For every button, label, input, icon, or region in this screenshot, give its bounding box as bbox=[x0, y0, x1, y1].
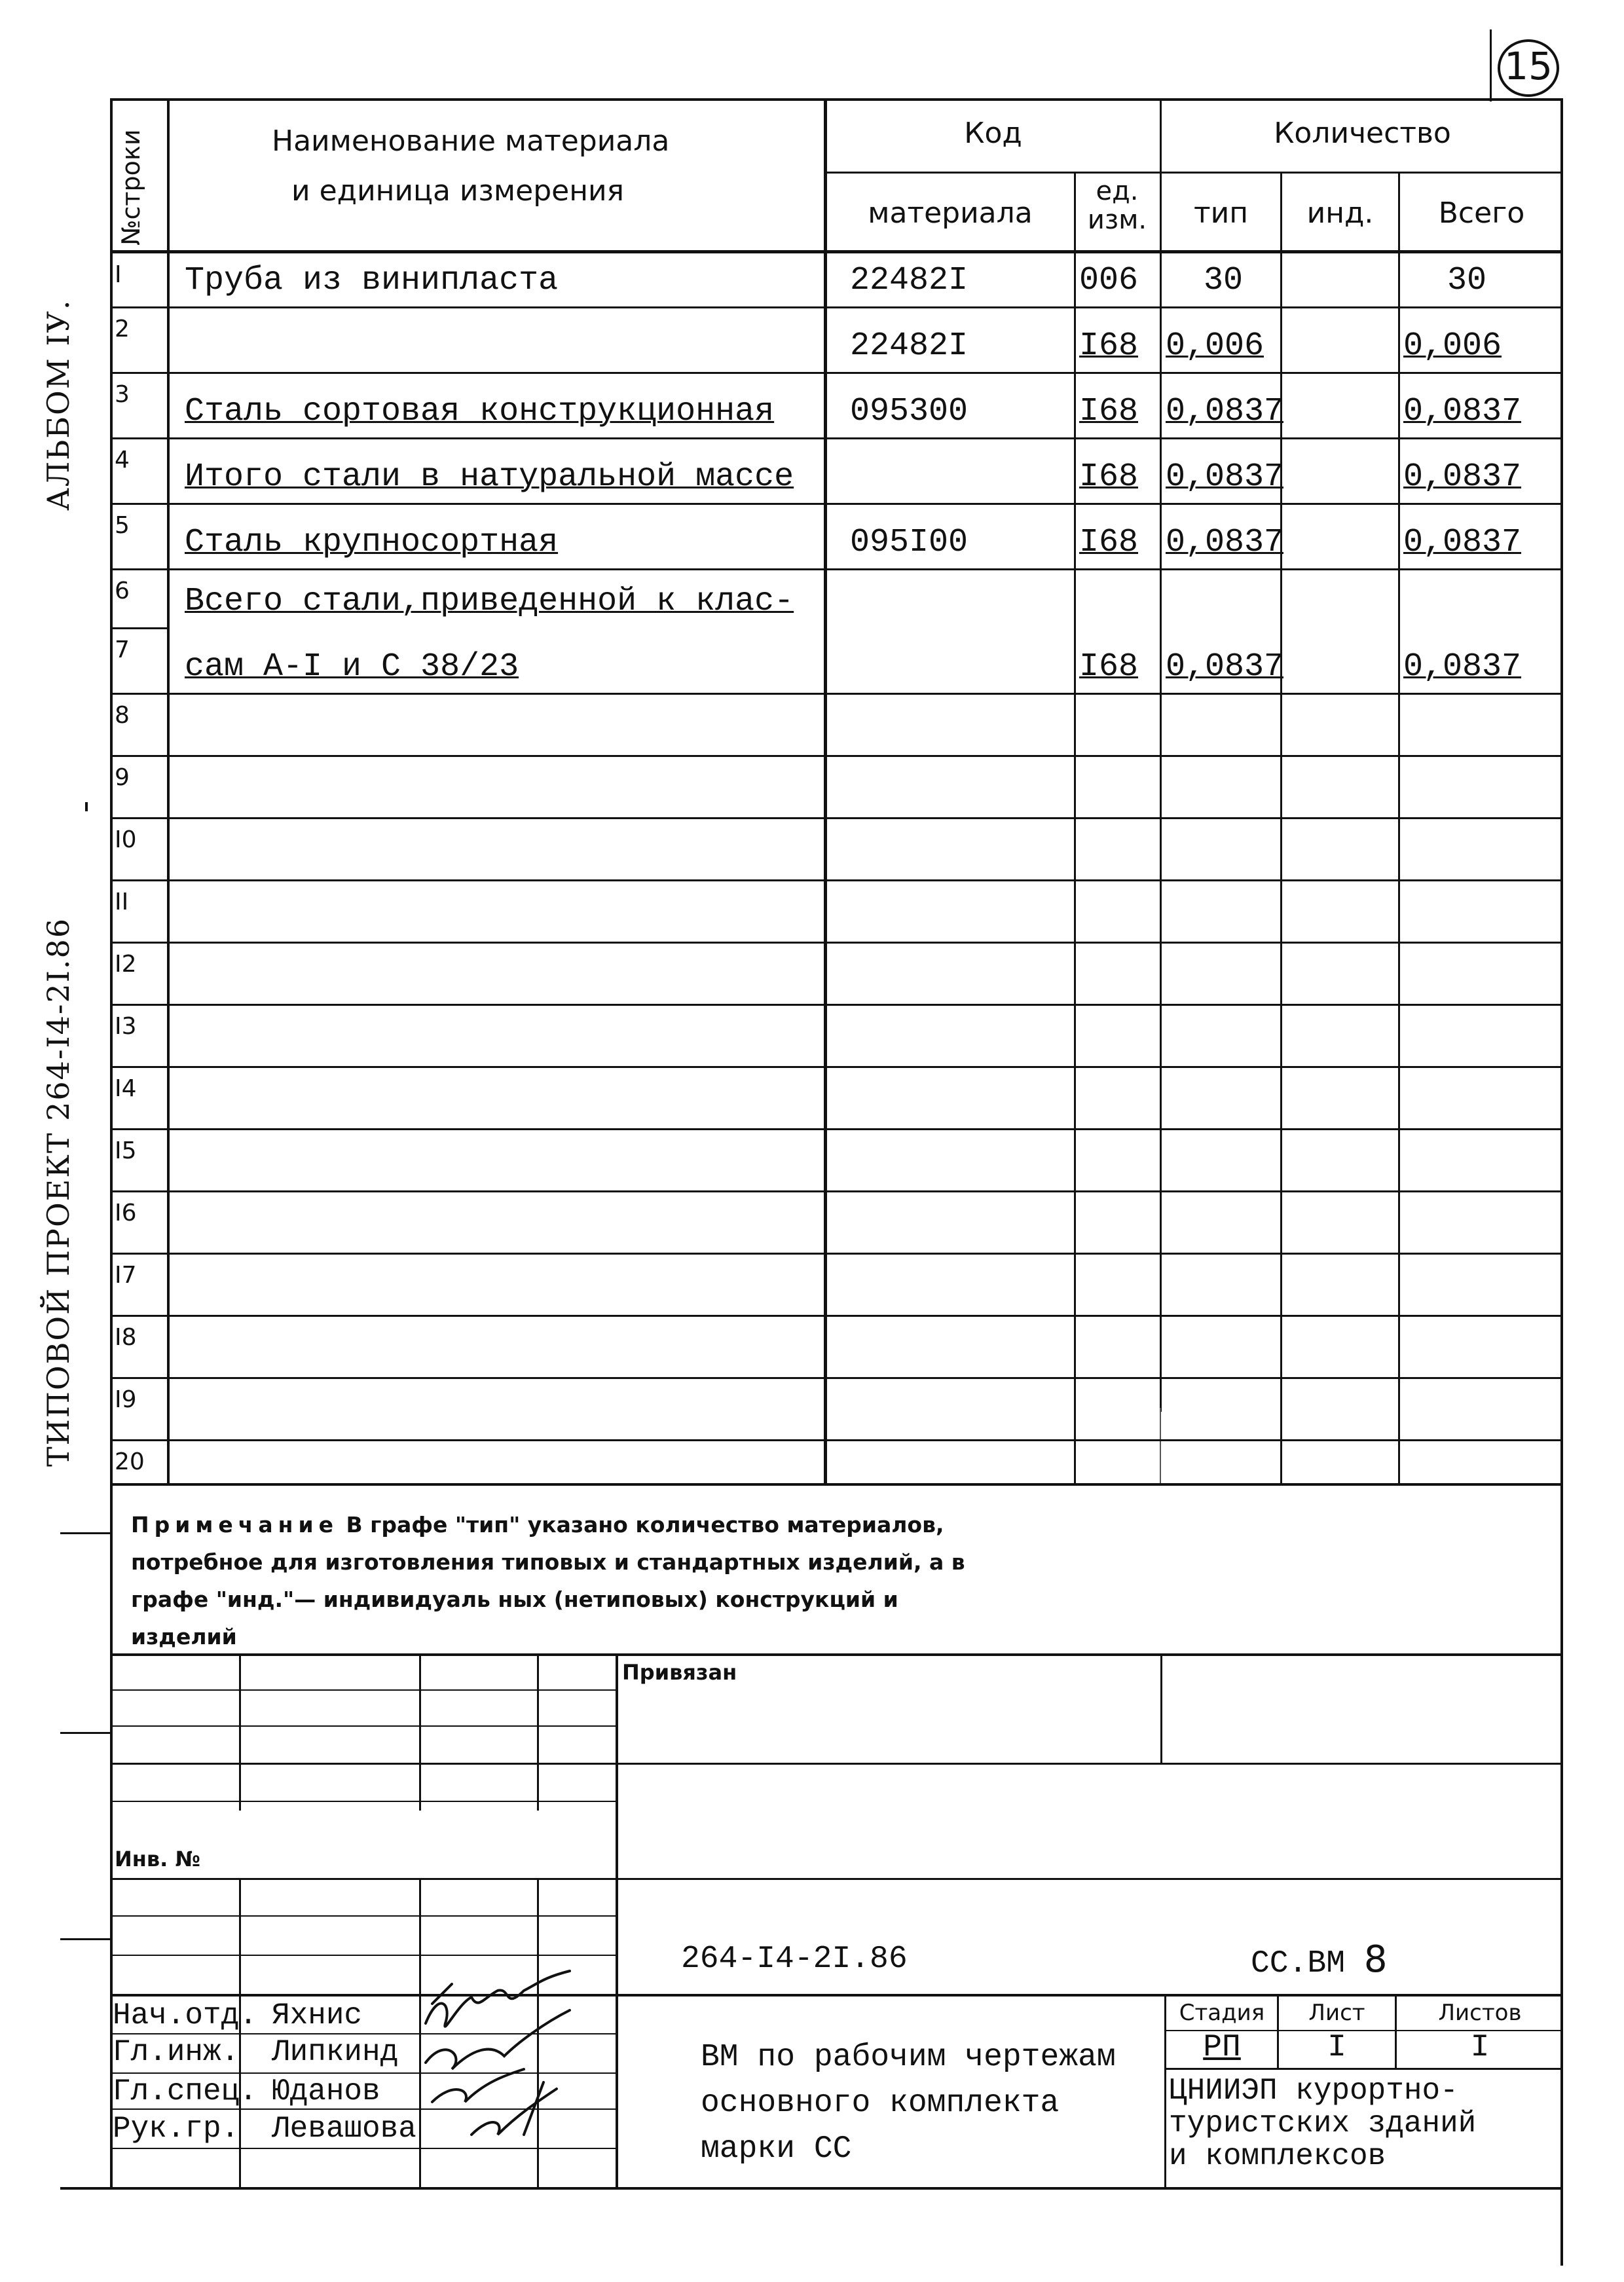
stage-label: Стадия bbox=[1179, 2000, 1265, 2026]
doc-title-line2: основного комплекта bbox=[701, 2086, 1060, 2121]
header-row-no: №строки bbox=[117, 129, 145, 246]
org-line2: туристских зданий bbox=[1169, 2107, 1477, 2141]
stage-value: РП bbox=[1203, 2030, 1241, 2065]
row-number: I9 bbox=[115, 1386, 137, 1413]
header-code-unit: ед. изм. bbox=[1087, 176, 1147, 235]
table-row bbox=[0, 943, 1624, 1005]
cell-total: 0,0837 bbox=[1403, 393, 1522, 430]
cell-name: Сталь сортовая конструкционная bbox=[185, 393, 775, 430]
cell-unit: I68 bbox=[1079, 327, 1139, 365]
table-row bbox=[0, 881, 1624, 943]
header-quantity: Количество bbox=[1274, 117, 1451, 150]
doc-mark-text: СС.ВМ bbox=[1251, 1946, 1346, 1981]
signer-1-role: Нач.отд. bbox=[113, 1998, 257, 2033]
row-number: I bbox=[115, 261, 122, 288]
row-number: I6 bbox=[115, 1200, 137, 1226]
row-number: 3 bbox=[115, 381, 130, 408]
sheet-value: I bbox=[1327, 2030, 1346, 2065]
cell-type: 30 bbox=[1204, 262, 1244, 299]
row-number: I8 bbox=[115, 1324, 137, 1351]
doc-mark-number: 8 bbox=[1363, 1938, 1388, 1981]
sheet-label: Лист bbox=[1308, 2000, 1365, 2026]
row-number: 5 bbox=[115, 512, 130, 539]
note-text: В графе "тип" указано количество материалов, потребное для изготовления типовых и стандартных изделий, а в графе "инд."— индивидуаль ных (нетиповых) конструкций и изделий bbox=[131, 1512, 965, 1649]
cell-name: Сталь крупносортная bbox=[185, 524, 559, 561]
row-number: I3 bbox=[115, 1013, 137, 1040]
table-row bbox=[0, 504, 1624, 570]
cell-unit: 006 bbox=[1079, 262, 1139, 299]
sheets-label: Листов bbox=[1438, 2000, 1522, 2026]
cell-total: 0,0837 bbox=[1403, 458, 1522, 496]
row-number: 6 bbox=[115, 578, 130, 604]
doc-title-line1: ВМ по рабочим чертежам bbox=[701, 2040, 1116, 2075]
table-row bbox=[0, 1005, 1624, 1067]
cell-total: 30 bbox=[1447, 262, 1487, 299]
cell-code: 095I00 bbox=[850, 524, 969, 561]
signer-3-name: Юданов bbox=[272, 2074, 380, 2108]
row-number: I5 bbox=[115, 1137, 137, 1164]
table-row bbox=[0, 439, 1624, 504]
row-number: I2 bbox=[115, 951, 137, 978]
signer-3-role: Гл.спец. bbox=[113, 2074, 257, 2108]
table-row bbox=[0, 1316, 1624, 1378]
table-row bbox=[0, 1254, 1624, 1316]
inv-no-label: Инв. № bbox=[115, 1847, 200, 1871]
table-row bbox=[0, 1378, 1624, 1441]
row-number: 2 bbox=[115, 316, 130, 342]
cell-name: Всего стали,приведенной к клас- bbox=[185, 583, 794, 620]
row-number: 4 bbox=[115, 447, 130, 473]
header-qty-type: тип bbox=[1194, 196, 1248, 230]
cell-type: 0,0837 bbox=[1166, 393, 1284, 430]
table-row bbox=[0, 819, 1624, 881]
table-row bbox=[0, 373, 1624, 439]
row-number: 8 bbox=[115, 702, 130, 729]
signer-1-name: Яхнис bbox=[272, 1998, 363, 2033]
header-code: Код bbox=[964, 117, 1022, 150]
cell-code: 095300 bbox=[850, 393, 969, 430]
side-project-text: ТИПОВОЙ ПРОЕКТ 264-I4-2I.86 bbox=[41, 917, 76, 1467]
cell-name: сам А-I и С 38/23 bbox=[185, 648, 519, 686]
row-number: I7 bbox=[115, 1262, 137, 1289]
sheets-value: I bbox=[1470, 2030, 1490, 2065]
cell-name: Труба из винипласта bbox=[185, 262, 559, 299]
cell-total: 0,0837 bbox=[1403, 648, 1522, 686]
row-number: I4 bbox=[115, 1075, 137, 1102]
cell-total: 0,0837 bbox=[1403, 524, 1522, 561]
row-number: I0 bbox=[115, 826, 137, 853]
cell-type: 0,0837 bbox=[1166, 524, 1284, 561]
signer-2-role: Гл.инж. bbox=[113, 2035, 240, 2069]
table-row bbox=[0, 1192, 1624, 1254]
cell-unit: I68 bbox=[1079, 648, 1139, 686]
table-row bbox=[0, 253, 1624, 308]
signer-4-role: Рук.гр. bbox=[113, 2112, 240, 2146]
table-row bbox=[0, 1067, 1624, 1130]
cell-name: Итого стали в натуральной массе bbox=[185, 458, 794, 496]
org-line1: ЦНИИЭП курортно- bbox=[1169, 2074, 1458, 2108]
table-row bbox=[0, 756, 1624, 819]
note-lead: Примечание bbox=[131, 1512, 339, 1537]
signer-2-name: Липкинд bbox=[272, 2035, 399, 2069]
doc-code: 264-I4-2I.86 bbox=[681, 1942, 908, 1977]
doc-title-line3: марки СС bbox=[701, 2131, 852, 2167]
table-row bbox=[0, 570, 1624, 629]
cell-type: 0,006 bbox=[1166, 327, 1264, 365]
cell-total: 0,006 bbox=[1403, 327, 1502, 365]
row-number: II bbox=[115, 889, 129, 915]
cell-unit: I68 bbox=[1079, 458, 1139, 496]
attached-label: Привязан bbox=[622, 1660, 737, 1685]
table-row bbox=[0, 629, 1624, 694]
doc-mark bbox=[1251, 1938, 1387, 1981]
table-row bbox=[0, 694, 1624, 756]
header-name-line2: и единица измерения bbox=[291, 174, 625, 208]
table-row bbox=[0, 308, 1624, 373]
row-number: 7 bbox=[115, 636, 130, 663]
frame-top bbox=[110, 98, 1563, 101]
cell-unit: I68 bbox=[1079, 393, 1139, 430]
header-qty-ind: инд. bbox=[1306, 196, 1374, 230]
sheet-number-box bbox=[1490, 29, 1562, 101]
signer-4-name: Левашова bbox=[272, 2112, 416, 2146]
row-number: 20 bbox=[115, 1448, 145, 1475]
cell-code: 22482I bbox=[850, 262, 969, 299]
cell-type: 0,0837 bbox=[1166, 648, 1284, 686]
sheet-number: 15 bbox=[1504, 44, 1553, 88]
header-name-line1: Наименование материала bbox=[272, 124, 670, 158]
cell-type: 0,0837 bbox=[1166, 458, 1284, 496]
org-line3: и комплексов bbox=[1169, 2139, 1386, 2173]
note bbox=[131, 1506, 982, 1655]
header-code-material: материала bbox=[868, 196, 1033, 230]
cell-code: 22482I bbox=[850, 327, 969, 365]
cell-unit: I68 bbox=[1079, 524, 1139, 561]
table-row bbox=[0, 1130, 1624, 1192]
header-qty-total: Всего bbox=[1438, 196, 1525, 230]
table-row bbox=[0, 1441, 1624, 1483]
side-album-text: АЛЬБОМ IУ. bbox=[41, 299, 76, 511]
signatures bbox=[413, 1925, 583, 2148]
row-number: 9 bbox=[115, 764, 130, 791]
